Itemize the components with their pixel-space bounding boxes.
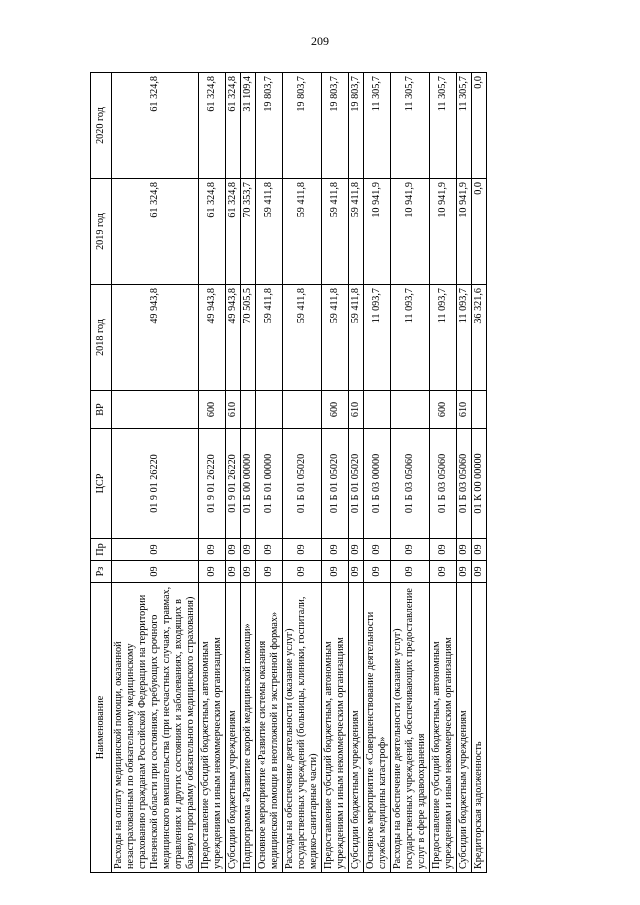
cell-2020: 61 324,8 [226, 73, 241, 179]
cell-2020: 0,0 [472, 73, 487, 179]
table-row [256, 73, 283, 873]
cell-name: Расходы на обеспечение деятельности (оказание услуг) государственных учреждений (больницы, клиники, госпитали, медико-санитарные части) [283, 583, 322, 873]
header-vr: ВР [91, 391, 112, 429]
cell-rz: 09 [199, 561, 226, 583]
cell-csr: 01 9 01 26220 [112, 429, 199, 539]
cell-pr: 09 [283, 539, 322, 561]
header-2020: 2020 год [91, 73, 112, 179]
table-header-row [91, 73, 112, 873]
cell-2018: 11 093,7 [364, 285, 391, 391]
cell-2019: 61 324,8 [226, 179, 241, 285]
cell-name: Основное мероприятие «Совершенствование деятельности службы медицины катастроф» [364, 583, 391, 873]
cell-vr: 600 [322, 391, 349, 429]
cell-2020: 19 803,7 [256, 73, 283, 179]
cell-name: Основное мероприятие «Развитие системы оказания медицинской помощи в неотложной и экстренной формах» [256, 583, 283, 873]
cell-2019: 61 324,8 [112, 179, 199, 285]
cell-name: Кредиторская задолженность [472, 583, 487, 873]
cell-vr: 610 [226, 391, 241, 429]
table-row [241, 73, 256, 873]
cell-rz: 09 [322, 561, 349, 583]
cell-2019: 59 411,8 [349, 179, 364, 285]
cell-pr: 09 [430, 539, 457, 561]
cell-vr: 600 [199, 391, 226, 429]
cell-csr: 01 Б 03 05060 [391, 429, 430, 539]
cell-2020: 19 803,7 [349, 73, 364, 179]
cell-csr: 01 Б 03 05060 [457, 429, 472, 539]
cell-2018: 70 505,5 [241, 285, 256, 391]
cell-rz: 09 [241, 561, 256, 583]
cell-csr: 01 К 00 00000 [472, 429, 487, 539]
cell-rz: 09 [430, 561, 457, 583]
header-2018: 2018 год [91, 285, 112, 391]
cell-name: Подпрограмма «Развитие скорой медицинской помощи» [241, 583, 256, 873]
cell-rz: 09 [226, 561, 241, 583]
cell-rz: 09 [256, 561, 283, 583]
table-row [226, 73, 241, 873]
cell-vr [256, 391, 283, 429]
cell-vr [391, 391, 430, 429]
header-pr: Пр [91, 539, 112, 561]
table-row [283, 73, 322, 873]
cell-pr: 09 [226, 539, 241, 561]
cell-pr: 09 [457, 539, 472, 561]
cell-rz: 09 [283, 561, 322, 583]
cell-2020: 61 324,8 [112, 73, 199, 179]
table-row [112, 73, 199, 873]
header-name: Наименование [91, 583, 112, 873]
cell-2018: 11 093,7 [430, 285, 457, 391]
cell-2019: 0,0 [472, 179, 487, 285]
cell-rz: 09 [472, 561, 487, 583]
cell-2019: 61 324,8 [199, 179, 226, 285]
cell-vr [283, 391, 322, 429]
cell-pr: 09 [199, 539, 226, 561]
cell-2019: 59 411,8 [322, 179, 349, 285]
cell-pr: 09 [349, 539, 364, 561]
cell-csr: 01 Б 01 00000 [256, 429, 283, 539]
cell-2020: 11 305,7 [364, 73, 391, 179]
cell-pr: 09 [391, 539, 430, 561]
cell-2019: 59 411,8 [256, 179, 283, 285]
cell-vr [364, 391, 391, 429]
cell-csr: 01 9 01 26220 [199, 429, 226, 539]
table-body [112, 73, 487, 873]
cell-2018: 11 093,7 [391, 285, 430, 391]
cell-2020: 19 803,7 [283, 73, 322, 179]
cell-rz: 09 [391, 561, 430, 583]
cell-csr: 01 Б 01 05020 [349, 429, 364, 539]
header-2019: 2019 год [91, 179, 112, 285]
cell-2018: 11 093,7 [457, 285, 472, 391]
cell-vr: 600 [430, 391, 457, 429]
cell-pr: 09 [364, 539, 391, 561]
cell-2018: 59 411,8 [256, 285, 283, 391]
cell-csr: 01 Б 00 00000 [241, 429, 256, 539]
table-row [322, 73, 349, 873]
cell-name: Субсидии бюджетным учреждениям [349, 583, 364, 873]
cell-vr: 610 [457, 391, 472, 429]
cell-2018: 59 411,8 [283, 285, 322, 391]
cell-vr [241, 391, 256, 429]
cell-csr: 01 Б 03 05060 [430, 429, 457, 539]
cell-vr [472, 391, 487, 429]
cell-2019: 70 353,7 [241, 179, 256, 285]
cell-name: Субсидии бюджетным учреждениям [457, 583, 472, 873]
cell-pr: 09 [322, 539, 349, 561]
cell-rz: 09 [457, 561, 472, 583]
cell-csr: 01 Б 01 05020 [322, 429, 349, 539]
cell-2018: 59 411,8 [349, 285, 364, 391]
cell-vr [112, 391, 199, 429]
table-row [472, 73, 487, 873]
cell-pr: 09 [241, 539, 256, 561]
cell-rz: 09 [112, 561, 199, 583]
cell-2020: 11 305,7 [430, 73, 457, 179]
table-row [349, 73, 364, 873]
cell-rz: 09 [349, 561, 364, 583]
cell-2019: 10 941,9 [457, 179, 472, 285]
cell-name: Предоставление субсидий бюджетным, автономным учреждениям и иным некоммерческим организациям [322, 583, 349, 873]
page-number: 209 [311, 34, 329, 48]
cell-2018: 59 411,8 [322, 285, 349, 391]
rotated-table-container [90, 73, 540, 873]
table-row [364, 73, 391, 873]
cell-2020: 31 109,4 [241, 73, 256, 179]
cell-name: Предоставление субсидий бюджетным, автономным учреждениям и иным некоммерческим организациям [199, 583, 226, 873]
cell-name: Предоставление субсидий бюджетным, автономным учреждениям и иным некоммерческим организациям [430, 583, 457, 873]
cell-name: Расходы на оплату медицинской помощи, оказанной незастрахованным по обязательному медицинскому страхованию гражданам Российской Федерации на территории Пензенской области при состояниях, требующих срочного медицинского вмешательства (при несчастных случаях, травмах, отравлениях и других состояниях и заболеваниях, входящих в базовую программу обязательного медицинского страхования) [112, 583, 199, 873]
cell-2018: 49 943,8 [199, 285, 226, 391]
cell-csr: 01 9 01 26220 [226, 429, 241, 539]
cell-name: Субсидии бюджетным учреждениям [226, 583, 241, 873]
budget-table [90, 72, 487, 873]
cell-csr: 01 Б 03 00000 [364, 429, 391, 539]
table-row [391, 73, 430, 873]
cell-rz: 09 [364, 561, 391, 583]
cell-2020: 11 305,7 [391, 73, 430, 179]
cell-pr: 09 [112, 539, 199, 561]
cell-2020: 11 305,7 [457, 73, 472, 179]
cell-2018: 49 943,8 [226, 285, 241, 391]
cell-pr: 09 [472, 539, 487, 561]
cell-name: Расходы на обеспечение деятельности (оказание услуг) государственных учреждений, обеспечивающих предоставление услуг в сфере здравоохранения [391, 583, 430, 873]
cell-2018: 36 321,6 [472, 285, 487, 391]
cell-2020: 61 324,8 [199, 73, 226, 179]
cell-2020: 19 803,7 [322, 73, 349, 179]
header-csr: ЦСР [91, 429, 112, 539]
header-rz: Рз [91, 561, 112, 583]
cell-pr: 09 [256, 539, 283, 561]
cell-csr: 01 Б 01 05020 [283, 429, 322, 539]
cell-2019: 10 941,9 [430, 179, 457, 285]
cell-2018: 49 943,8 [112, 285, 199, 391]
table-row [430, 73, 457, 873]
cell-2019: 10 941,9 [391, 179, 430, 285]
cell-vr: 610 [349, 391, 364, 429]
table-row [199, 73, 226, 873]
cell-2019: 10 941,9 [364, 179, 391, 285]
cell-2019: 59 411,8 [283, 179, 322, 285]
table-row [457, 73, 472, 873]
